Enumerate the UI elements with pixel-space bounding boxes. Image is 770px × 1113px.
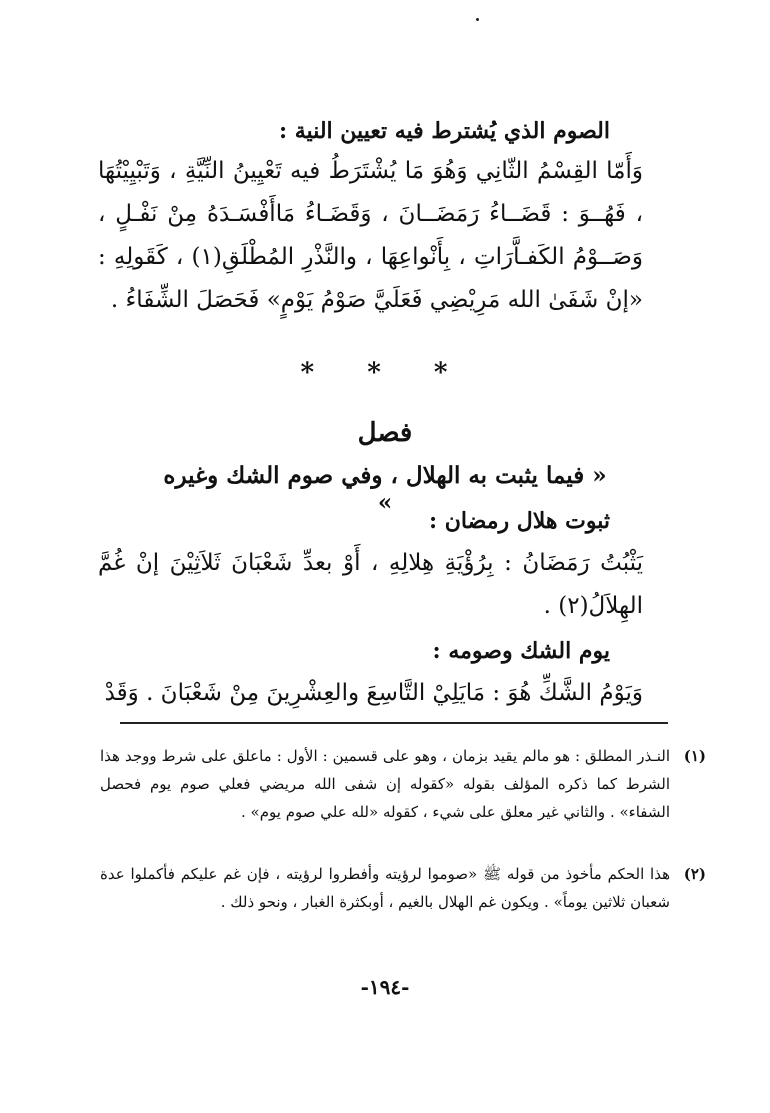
footnote-2	[100, 860, 706, 916]
footnote-number: (٢)	[683, 865, 706, 883]
section-heading-doubt-day: يوم الشك وصومه :	[432, 638, 610, 664]
paragraph-doubt-day: وَيَوْمُ الشَّكِّ هُوَ : مَايَلِيْ التَّاسِعَ والعِشْرِينَ مِنْ شَعْبَانَ . وَقَدْ	[104, 680, 643, 706]
chapter-title: فصل	[357, 418, 413, 448]
footnote-text: النـذر المطلق : هو مالم يقيد بزمان ، وهو على قسمين : الأول : ماعلق على شرط ووجد هذا الشرط كما ذكره المؤلف بقوله «كقوله إن شفى الله مريضي فعلي صوم يوم فحصل الشفاء» . والثاني غير معلق على شيء ، كقوله «لله علي صوم يوم» .	[100, 747, 670, 821]
page-number: -١٩٤-	[360, 975, 410, 999]
footnote-1	[100, 742, 706, 826]
chapter-subtitle: « فيما يثبت به الهلال ، وفي صوم الشك وغيره »	[163, 462, 607, 516]
paragraph-fasting-intent: وَأَمّا القِسْمُ الثّانِي وَهُوَ مَا يُشْتَرَطُ فيه تَعْيِينُ النِّيَّةِ ، وَتَبْيِيْتُهَا ، فَهُــوَ : قَضَــاءُ رَمَضَــانَ ، وَقَضَـاءُ مَاأَفْسَـدَهُ مِنْ نَفْـلٍ ، وَصَــوْمُ الكَفـاَّرَاتِ ، بِأَنْواعِهَا ، والنَّذْرِ المُطْلَقِ(١) ، كَقَولِهِ : «إنْ شَفَىٰ الله مَرِيْضِي فَعَلَيَّ صَوْمُ يَوْمٍ» فَحَصَلَ الشِّفَاءُ .	[98, 158, 643, 313]
paragraph-crescent: يَثْبُتُ رَمَضَانُ : بِرُؤْيَةِ هِلالِهِ ، أَوْ بعدِّ شَعْبَانَ ثَلاَثِيْنَ إنْ غُمَّ الهِلاَلُ(٢) .	[98, 550, 643, 619]
section-heading-crescent: ثبوت هلال رمضان :	[429, 508, 610, 534]
footnote-number: (١)	[683, 747, 706, 765]
section-separator: * * *	[300, 358, 470, 388]
section-heading-fasting-intent: الصوم الذي يُشترط فيه تعيين النية :	[278, 118, 610, 144]
footnote-text: هذا الحكم مأخوذ من قوله ﷺ «صوموا لرؤيته وأفطروا لرؤيته ، فإن غم عليكم فأكملوا عدة شعبان ثلاثين يوماً» . ويكون غم الهلال بالغيم ، أوبكثرة الغبار ، ونحو ذلك .	[100, 865, 670, 911]
footnote-divider	[120, 722, 668, 724]
top-dot	[476, 18, 479, 21]
